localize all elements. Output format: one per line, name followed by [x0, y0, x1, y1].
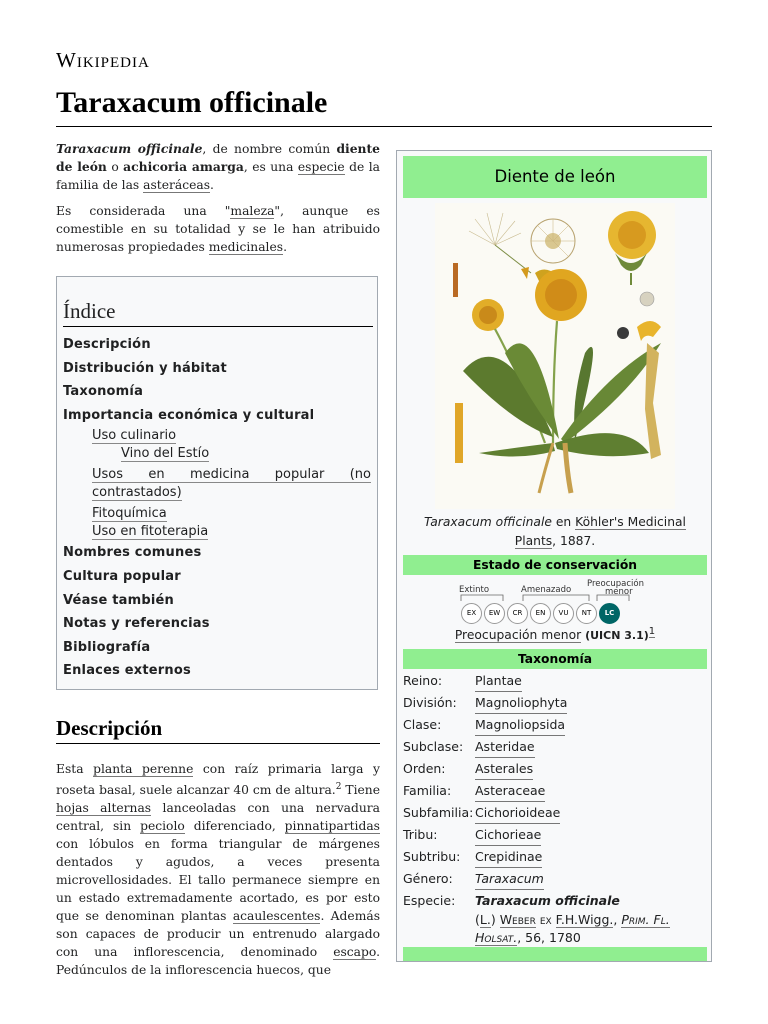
species-name: Taraxacum officinale [475, 893, 620, 908]
text-run: Esta [56, 762, 94, 776]
text-run: . [210, 178, 214, 192]
title-underline [56, 126, 712, 127]
section-heading-descripcion: Descripción [56, 716, 380, 744]
toc-item-label: Nombres comunes [63, 545, 202, 561]
taxonomy-rank: Tribu: [403, 827, 438, 842]
intro-paragraph-1 [56, 140, 380, 194]
text-run: . Además son capaces de producir un entrenudo alargado con una inflorescencia, denominado [56, 909, 380, 960]
next-section-band [403, 947, 707, 961]
taxonomy-value[interactable]: Asteridae [475, 737, 535, 758]
toc-item-label: Enlaces externos [63, 663, 191, 679]
taxonomy-value[interactable]: Cichorioideae [475, 803, 560, 824]
toc-item-label: Descripción [63, 337, 151, 352]
description-paragraph [56, 760, 380, 979]
text-run: ", aunque es comestible en su totalidad y se le han atribuido numerosas propiedades [56, 204, 380, 254]
image-caption [411, 513, 699, 551]
inline-link[interactable]: peciolo [140, 819, 185, 834]
text-run: . [283, 240, 287, 254]
toc-item[interactable] [63, 333, 371, 357]
text-run: , 56, 1780 [517, 930, 581, 945]
inline-link[interactable]: F.H.Wigg. [555, 912, 614, 927]
text-run: lanceoladas con una nervadura central, sin [56, 801, 380, 834]
taxobox-title: Diente de león [403, 156, 707, 198]
taxonomy-value[interactable]: Taraxacum [475, 869, 544, 890]
toc-item[interactable] [63, 404, 371, 428]
text-run: con lóbulos en forma triangular de márgenes dentados y agudos, a veces presenta microvellosidades. El tallo permanece siempre en un estado extremadamente acortado, es por esto que se denominan plantas [56, 837, 380, 924]
toc-heading: Índice [63, 299, 373, 327]
table-of-contents [56, 276, 378, 690]
toc-item[interactable] [63, 636, 371, 660]
taxonomy-row [403, 715, 707, 737]
inline-link[interactable]: Köhler's Medicinal Plants [514, 515, 686, 548]
toc-item-label: Uso en fitoterapia [92, 524, 209, 540]
text-run: Taraxacum officinale [424, 515, 552, 529]
text-run: , [613, 912, 622, 927]
inline-link[interactable]: planta perenne [93, 762, 194, 776]
toc-item[interactable] [92, 463, 371, 502]
taxonomy-rank: Subfamilia: [403, 805, 474, 820]
text-run: con raíz primaria larga y roseta basal, suele alcanzar 40 cm de altura. [56, 762, 380, 798]
status-ex[interactable]: EX [461, 603, 482, 624]
text-run: en [551, 515, 576, 529]
taxonomy-row [403, 693, 707, 715]
inline-link[interactable]: L. [479, 912, 491, 927]
reference-1[interactable]: 1 [648, 626, 656, 637]
text-run: . Pedúnculos de la inflorescencia huecos, que [56, 945, 380, 978]
taxonomy-row-species [403, 891, 707, 951]
toc-item-label: Taxonomía [63, 384, 144, 400]
toc-item-label: Vino del Estío [121, 446, 210, 462]
inline-link[interactable]: Prim. Fl. Holsat. [475, 912, 670, 945]
taxonomy-value[interactable]: Cichorieae [475, 825, 541, 846]
label-threatened: Amenazado [521, 585, 572, 595]
taxonomy-row [403, 759, 707, 781]
page-title: Taraxacum officinale [56, 86, 328, 119]
toc-item[interactable] [92, 427, 371, 445]
wordmark-text: Wikipedia [56, 48, 150, 72]
inline-link[interactable]: hojas alternas [56, 801, 152, 816]
intro-section [56, 140, 380, 264]
toc-item-label: Cultura popular [63, 568, 181, 584]
conservation-status-scale [461, 603, 622, 624]
inline-link[interactable]: acaulescentes [232, 909, 321, 924]
taxonomy-row [403, 737, 707, 759]
text-run: ) [490, 912, 500, 927]
taxonomy-value[interactable]: Magnoliophyta [475, 693, 567, 714]
taxonomy-rank: Reino: [403, 673, 443, 688]
text-run: Taraxacum officinale [56, 141, 203, 156]
text-run: diferenciado, [184, 819, 285, 834]
toc-item[interactable] [63, 357, 371, 381]
toc-item[interactable] [63, 659, 371, 683]
conservation-scale-brackets [457, 591, 657, 603]
toc-item-label: Uso culinario [92, 428, 177, 444]
taxonomy-rank: Orden: [403, 761, 446, 776]
taxonomy-value[interactable]: Plantae [475, 671, 522, 692]
label-extinct: Extinto [459, 585, 490, 595]
toc-item[interactable] [92, 505, 371, 523]
taxonomy-value[interactable]: Asteraceae [475, 781, 545, 802]
inline-link[interactable]: escapo [333, 945, 377, 960]
text-run: Es considerada una " [56, 204, 231, 218]
taxonomy-rank: Subclase: [403, 739, 464, 754]
taxonomy-value[interactable]: Asterales [475, 759, 533, 780]
species-authority [475, 911, 701, 947]
toc-item[interactable] [63, 541, 371, 565]
text-run: Tiene [341, 783, 380, 798]
conservation-status [403, 625, 707, 642]
text-run: achicoria amarga [123, 159, 244, 174]
toc-item[interactable] [63, 565, 371, 589]
taxonomy-row [403, 869, 707, 891]
toc-item-label: Distribución y hábitat [63, 360, 227, 376]
text-run: ex [535, 912, 556, 927]
inline-link[interactable]: maleza [230, 204, 275, 218]
toc-item-label: Usos en medicina popular (no contrastados) [92, 467, 371, 501]
text-run: , es una [243, 160, 298, 174]
label-least-concern-1: Preocupación [587, 579, 645, 589]
inline-link[interactable]: pinnatipartidas [284, 819, 380, 834]
intro-paragraph-2 [56, 202, 380, 256]
status-nt[interactable]: NT [576, 603, 597, 624]
text-run: diente de león [56, 141, 380, 174]
toc-item-label: Notas y referencias [63, 616, 210, 632]
taxonomy-row [403, 781, 707, 803]
taxonomy-header: Taxonomía [403, 649, 707, 669]
inline-link[interactable]: medicinales [208, 240, 284, 254]
inline-link[interactable]: especie [297, 160, 345, 174]
taxonomy-rank: Familia: [403, 783, 452, 798]
taxonomy-row [403, 825, 707, 847]
toc-item-label: Importancia económica y cultural [63, 407, 315, 423]
status-source: (UICN 3.1) [585, 629, 649, 643]
label-least-concern-2: menor [605, 587, 633, 597]
toc-item-label: Fitoquímica [92, 506, 167, 522]
inline-link[interactable]: Weber [499, 912, 536, 927]
taxonomy-rank: Género: [403, 871, 453, 886]
toc-item[interactable] [63, 589, 371, 613]
taxonomy-rank: División: [403, 695, 457, 710]
toc-item-label: Bibliografía [63, 639, 151, 655]
toc-list [63, 333, 371, 683]
taxobox [396, 150, 712, 962]
taxonomy-row [403, 803, 707, 825]
text-run: , de nombre común [202, 142, 337, 156]
text-run: , 1887. [552, 534, 596, 548]
status-ew[interactable]: EW [484, 603, 505, 624]
toc-item[interactable] [63, 380, 371, 404]
reference-link[interactable]: 2 [335, 782, 342, 792]
taxonomy-table [403, 671, 707, 951]
taxonomy-row [403, 671, 707, 693]
taxonomy-value[interactable]: Crepidinae [475, 847, 542, 868]
species-binomial [475, 891, 701, 947]
taxonomy-value[interactable]: Magnoliopsida [475, 715, 565, 736]
status-vu[interactable]: VU [553, 603, 574, 624]
status-lc[interactable]: LC [599, 603, 620, 624]
description-section [56, 760, 380, 987]
toc-item[interactable] [121, 445, 371, 463]
status-en[interactable]: EN [530, 603, 551, 624]
toc-item-label: Véase también [63, 592, 174, 608]
toc-item[interactable] [63, 612, 371, 636]
taxonomy-rank: Especie: [403, 893, 456, 908]
wikipedia-wordmark[interactable] [56, 48, 150, 73]
text-run: ( [475, 912, 480, 927]
status-cr[interactable]: CR [507, 603, 528, 624]
taxonomy-rank: Subtribu: [403, 849, 461, 864]
toc-item[interactable] [92, 523, 371, 541]
dandelion-illustration[interactable] [435, 203, 675, 509]
status-link[interactable]: Preocupación menor [454, 628, 582, 643]
conservation-header: Estado de conservación [403, 555, 707, 575]
text-run: o [106, 160, 124, 174]
taxonomy-row [403, 847, 707, 869]
inline-link[interactable]: asteráceas [143, 178, 211, 192]
text-run: de la familia de las [56, 160, 380, 192]
taxonomy-rank: Clase: [403, 717, 442, 732]
